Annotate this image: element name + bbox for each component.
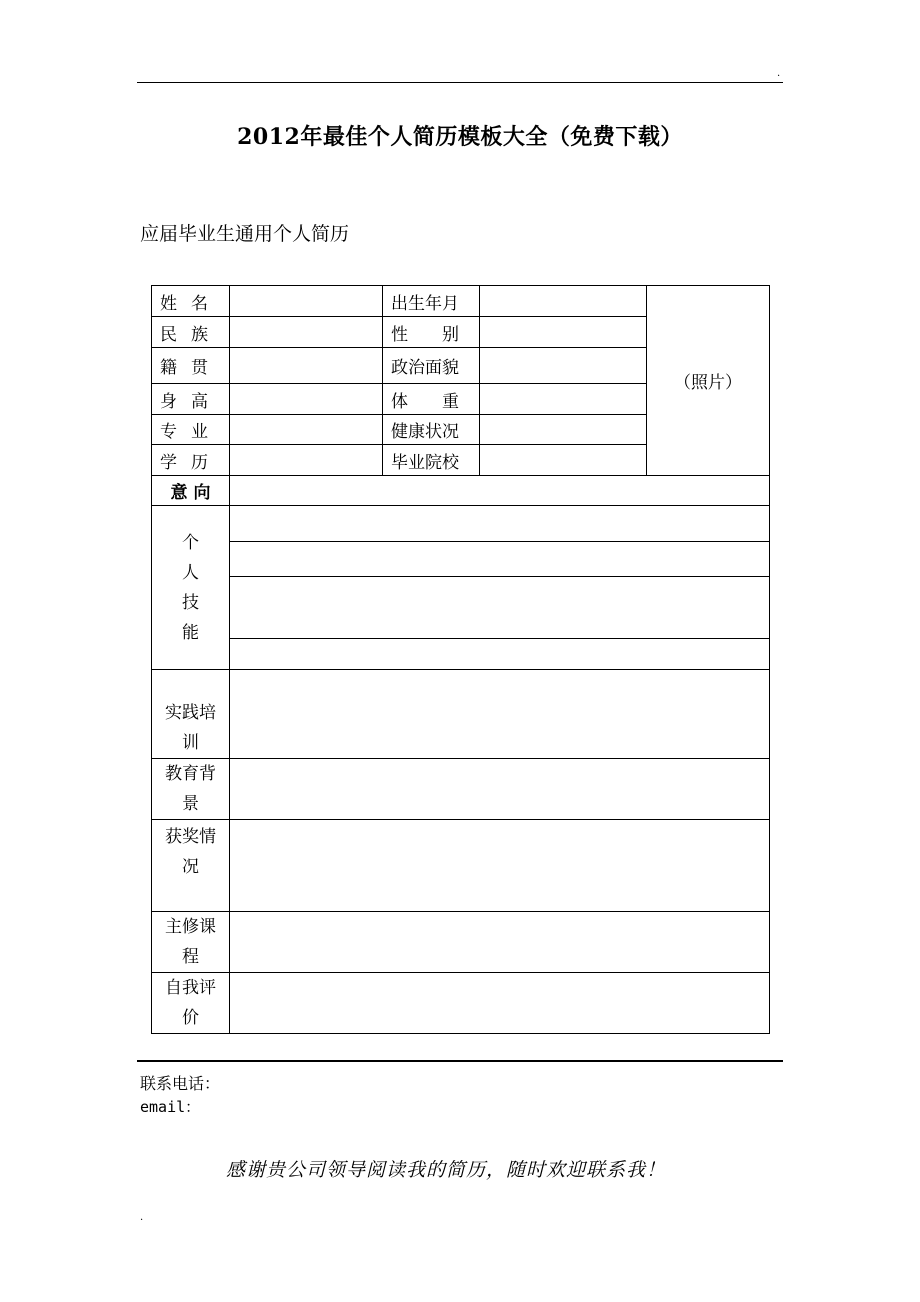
field-label: 民 族 (152, 317, 230, 348)
table-row (152, 973, 770, 1034)
field-label: 毕业院校 (383, 445, 480, 476)
table-row (152, 577, 770, 639)
table-row (152, 670, 770, 759)
field-label: 政治面貌 (383, 348, 480, 384)
weight-field[interactable] (480, 384, 647, 415)
field-label: 学 历 (152, 445, 230, 476)
page-title: 2012年最佳个人简历模板大全（免费下载） (237, 124, 683, 150)
table-row (152, 506, 770, 542)
skills-field[interactable] (230, 639, 770, 670)
ethnicity-field[interactable] (230, 317, 383, 348)
name-field[interactable] (230, 286, 383, 317)
self-evaluation-field[interactable] (230, 973, 770, 1034)
skills-label: 个 人 技 能 (152, 506, 230, 670)
intention-label: 意 向 (152, 476, 230, 506)
table-row (152, 759, 770, 820)
photo-label: （照片） (674, 373, 742, 393)
political-status-field[interactable] (480, 348, 647, 384)
field-label: 体 重 (383, 384, 480, 415)
section-label-courses: 主修课 程 (152, 912, 230, 973)
section-label-self-evaluation: 自我评 价 (152, 973, 230, 1034)
field-label: 性 别 (383, 317, 480, 348)
courses-field[interactable] (230, 912, 770, 973)
table-row (152, 912, 770, 973)
phone-label: 联系电话： (140, 1074, 221, 1093)
closing-message: 感谢贵公司领导阅读我的简历，随时欢迎联系我！ (226, 1159, 667, 1181)
major-field[interactable] (230, 415, 383, 445)
practice-field[interactable] (230, 670, 770, 759)
footer-rule (137, 1060, 783, 1062)
hometown-field[interactable] (230, 348, 383, 384)
field-label: 姓 名 (152, 286, 230, 317)
field-label: 出生年月 (383, 286, 480, 317)
table-row (152, 476, 770, 506)
field-label: 身 高 (152, 384, 230, 415)
table-row (152, 542, 770, 577)
table-row (152, 639, 770, 670)
footer-mark: . (140, 1212, 144, 1223)
table-row (152, 286, 770, 317)
resume-table (151, 285, 770, 1034)
field-label: 籍 贯 (152, 348, 230, 384)
skills-field[interactable] (230, 506, 770, 542)
page-subtitle: 应届毕业生通用个人简历 (140, 223, 350, 245)
section-label-education: 教育背 景 (152, 759, 230, 820)
graduate-school-field[interactable] (480, 445, 647, 476)
field-label: 专 业 (152, 415, 230, 445)
gender-field[interactable] (480, 317, 647, 348)
skills-field[interactable] (230, 577, 770, 639)
health-field[interactable] (480, 415, 647, 445)
birth-field[interactable] (480, 286, 647, 317)
education-level-field[interactable] (230, 445, 383, 476)
height-field[interactable] (230, 384, 383, 415)
education-field[interactable] (230, 759, 770, 820)
email-label: email： (140, 1098, 201, 1116)
awards-field[interactable] (230, 820, 770, 912)
header-rule (137, 82, 783, 83)
section-label-practice: 实践培 训 (152, 670, 230, 759)
table-row (152, 820, 770, 912)
photo-box[interactable] (647, 286, 770, 476)
corner-mark: . (777, 68, 781, 79)
skills-field[interactable] (230, 542, 770, 577)
section-label-awards: 获奖情 况 (152, 820, 230, 912)
field-label: 健康状况 (383, 415, 480, 445)
intention-field[interactable] (230, 476, 770, 506)
